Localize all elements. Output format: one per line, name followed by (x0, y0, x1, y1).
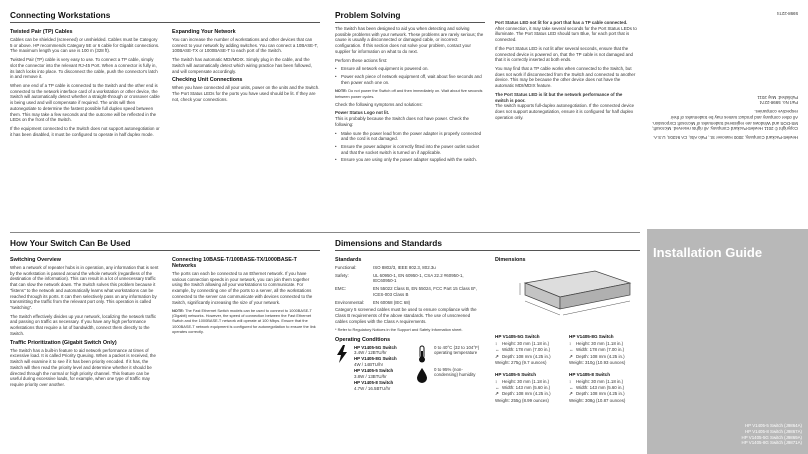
height-value: Height: 30 mm (1.18 in.) (502, 341, 550, 346)
paragraph: When one end of a TP cable is connected to the Switch and the other end is connected to the network interface card of a workstation or other device, the Switch will automatically detect whether a straight-through or crossover cable is being used and will compensate if required. The units will then autonegotiate to determine the fastest possible full duplex speed between them. This may take a few seconds and the outcome will be reflected in the LEDs on the front of the Switch. (10, 83, 160, 123)
weight-value: Weight: 255g (8.99 ounces) (495, 397, 549, 403)
height-value: Height: 30 mm (1.18 in.) (502, 378, 550, 384)
note-label: NOTE: (172, 308, 185, 314)
power-value: 4W / 14BTU/hr (354, 362, 384, 368)
width-arrow-icon: ↔ (569, 347, 574, 353)
list-item: • Make sure the power lead from the power adapter is properly connected and the cord is not damaged. (335, 131, 485, 142)
standard-row (335, 286, 483, 297)
standard-row (335, 300, 483, 306)
model-name: HP V1405-8 Switch (569, 371, 611, 377)
list-item: • Power each piece of network equipment off, wait about five seconds and then power each one on. (335, 74, 485, 85)
standard-label: Environmental: (335, 299, 365, 305)
model-name: HP V1405-8G Switch (569, 334, 614, 339)
footnote: * Refer to Regulatory Notices in the Support and Safety Information sheet. (335, 327, 463, 333)
symptom-title: The Port Status LED is lit but the network performance of the switch is poor. (495, 91, 623, 103)
temperature-row (415, 345, 483, 363)
standards-list (335, 265, 483, 305)
dimension-group (569, 372, 640, 405)
height-arrow-icon: ↕ (569, 341, 572, 346)
paragraph: Twisted Pair (TP) cable is very easy to use. To connect a TP cable, simply slot the connector into the relevant RJ-45 Port. When a connector is fully in, its latch locks into place. To disconnect the cable, push the connector's latch in and remove it. (10, 57, 158, 80)
dimensions-standards-section (335, 238, 640, 450)
standard-row (335, 273, 483, 284)
dimension-group (495, 334, 569, 367)
paragraph: When a network of repeater hubs is in operation, any information that is sent by the workstation is passed around the whole network (regardless of the destination of the information). This can result in a lot of unnecessary traffic that can slow the network down. The Switch solves this problem because it "listens" to the network and automatically learns what workstations can be reached through its ports. It can then selectively pass on any information by transmitting the traffic from the relevant port only. This operation is called "switching". (10, 265, 159, 311)
paragraph: If the Port Status LED is not lit after several seconds, ensure that the connected device is powered on, that the TP cable is not damaged and that it is correctly inserted at both ends. (495, 45, 633, 63)
model-name: HP V1405-8 Switch (354, 380, 394, 386)
model-item: HP V1405-8 Switch (J9867A) (744, 428, 802, 434)
paragraph: When you have connected all your units, power on the units and the Switch. The Port Status LEDs for the ports you have used should be lit. If they are not, check your connections. (172, 85, 320, 102)
standard-value: EN 60068 (IEC 68) (373, 299, 411, 305)
depth-arrow-icon: ↗ (569, 391, 573, 397)
paragraph: Check the following symptoms and solutions: (335, 101, 423, 107)
copyright: Copyright © 2011 Hewlett-Packard Company. All rights reserved. Microsoft, MS-DOS and Windows are registered trademarks of Microsoft Corporation. All other company and product names may be trademarks of their respective companies. (652, 109, 798, 132)
legal-info-rotated (650, 10, 798, 140)
depth-arrow-icon: ↗ (495, 391, 499, 397)
standard-label: EMC: (335, 286, 346, 292)
power-list (354, 345, 397, 393)
width-value: Width: 143 mm (5.60 in.) (576, 384, 625, 390)
depth-value: Depth: 108 mm (4.25 in.) (502, 391, 551, 397)
weight-value: Weight: 308g (10.87 ounces) (569, 397, 626, 403)
standard-row (335, 265, 483, 271)
subheading: Expanding Your Network (172, 29, 236, 35)
list-item: • Ensure you are using only the power adapter supplied with the switch. (335, 157, 485, 163)
fold-line (10, 232, 640, 233)
humidity-icon (415, 367, 429, 385)
width-arrow-icon: ↔ (569, 384, 574, 390)
list-item: • Ensure the power adapter is correctly fitted into the power outlet socket and that the socket switch is turned on if applicable. (335, 144, 485, 155)
power-value: 4.7W / 16.5BTU/hr (354, 386, 391, 392)
width-arrow-icon: ↔ (495, 347, 500, 353)
paragraph: This is probably because the Switch does not have power. Check the following: (335, 116, 469, 127)
weight-value: Weight: 310g (10.93 ounces) (569, 360, 626, 366)
subheading: Switching Overview (10, 257, 61, 263)
thermometer-icon (415, 345, 429, 363)
symptom-title: Port Status LED not lit for a port that has a TP cable connected. (495, 20, 628, 25)
part-number: Part No. 5998-2274 (759, 100, 798, 106)
height-value: Height: 30 mm (1.18 in.) (576, 341, 624, 346)
subheading: Twisted Pair (TP) Cables (10, 29, 73, 35)
model-name: HP V1405-5 Switch (495, 371, 537, 377)
bullet-list (335, 66, 485, 85)
paragraph: You may find that a TP cable works when connected to the Switch, but does not work if disconnected from the Switch and connected to another device. This may be because the other device does not have the automatic MDI/MDIX feature. (495, 66, 636, 89)
paragraph: Perform these actions first: (335, 57, 388, 63)
standard-label: Functional: (335, 265, 357, 270)
model-name: HP V1405-5 Switch (354, 368, 394, 374)
bullet-list (335, 131, 485, 164)
symptom-title: Power Status Logo not lit. (335, 110, 390, 116)
paragraph: If the equipment connected to the Switch does not support autonegotiation or it has been disabled, it must be configured to operate in half duplex mode. (10, 126, 160, 137)
standard-label: Safety: (335, 272, 349, 278)
subheading: Standards (335, 257, 362, 263)
model-name: HP V1405-5G Switch (495, 334, 540, 339)
model-item: HP V1405-8G Switch (J9871A) (741, 440, 802, 446)
width-value: Width: 143 mm (5.60 in.) (502, 384, 551, 390)
note-label: NOTE: (335, 88, 348, 94)
paragraph: The Switch has a built-in feature to aid network performance at times of excessive load. It is called Priority Queuing. When a packet is received, the Switch will examine it to see if it has been priority encoded. If it has, the Switch will then read the priority level and determine whether it should be directed through the normal or high priority channel. This feature can be useful during excessive loads, for example, when one type of traffic may require priority over another. (10, 347, 156, 387)
how-switch-used-section (10, 238, 320, 450)
depth-arrow-icon: ↗ (495, 353, 499, 359)
subheading: Connecting 10BASE-T/100BASE-TX/1000BASE-T Networks (172, 257, 297, 269)
dimension-group (495, 372, 569, 405)
power-value: 3.4W / 12BTU/hr (354, 350, 387, 356)
subheading: Dimensions (495, 257, 526, 263)
paragraph: The ports can each be connected to an Ethernet network. If you have various connection speeds in your network, you can join them together using the Switch allowing all your workstations to communicate. For example, by connecting one of the ports to a server, all the workstations connected to the server can communicate with devices connected to the Switch, significantly increasing the size of your network. (172, 271, 313, 305)
depth-value: Depth: 108 mm (4.25 in.) (502, 353, 551, 359)
depth-arrow-icon: ↗ (569, 353, 573, 359)
paragraph: Category 5 screened cables must be used to ensure compliance with the Class B requirements of the above standards. The use of unscreened cables complies with the Class A requirements. (335, 307, 477, 324)
height-value: Height: 30 mm (1.18 in.) (576, 378, 624, 384)
weight-value: Weight: 275g (9.7 ounces) (495, 360, 547, 366)
subheading: Checking Unit Connections (172, 77, 243, 84)
section-title: Connecting Workstations (10, 10, 320, 23)
model-item: HP V1405-5G Switch (J9869A) (741, 434, 802, 440)
height-arrow-icon: ↕ (495, 341, 498, 346)
power-value: 3.8W / 13BTU/hr (354, 374, 387, 380)
subheading: Traffic Prioritization (Gigabit Switch Only) (10, 339, 117, 346)
section-title: Problem Solving (335, 10, 485, 23)
switch-dimension-diagram (495, 265, 640, 325)
standard-value: ISO 8802/3, IEEE 802.3, 802.3u (373, 265, 436, 270)
model-name: HP V1405-5G Switch (354, 344, 397, 350)
width-value: Width: 178 mm (7.00 in.) (576, 347, 625, 353)
note (335, 88, 485, 98)
width-arrow-icon: ↔ (495, 384, 500, 390)
humidity-text: 0 to 95% (non-condensing) humidity (434, 366, 476, 378)
humidity-row (415, 367, 483, 385)
paragraph: After connection, it may take several seconds for the Port Status LEDs to illuminate. The Port Status LED should turn Blue, for each port that is connected. (495, 25, 637, 43)
model-item: HP V1405-5 Switch (J9864A) (744, 423, 802, 429)
note-text: Do not power the Switch off and then immediately on. Wait about five seconds between power cycles. (335, 88, 483, 99)
address: Hewlett-Packard Company, 3000 Hanover St., Palo Alto, CA 94304, U.S.A. (652, 135, 798, 140)
paragraph: The switch supports full-duplex autonegotiation. If the connected device does not support autonegotiation, ensure it is configured for half duplex operation only. (495, 103, 635, 120)
standard-value: UL 60950-1, EN 60950-1, CSA 22.2 #60950-1, IEC60950-1 (373, 272, 464, 284)
height-arrow-icon: ↕ (569, 378, 572, 384)
model-list (742, 423, 802, 446)
paragraph: The Switch has been designed to aid you when detecting and solving possible problems with your network. These problems are rarely serious; the cause is usually a disconnected or damaged cable, or incorrect configuration. If this section does not solve your problem, contact your supplier for information on what to do next. (335, 26, 484, 54)
standard-value: EN 55022 Class B, EN 55024, FCC Part 15 Class B*, ICES-003 Class B (373, 286, 477, 297)
note (172, 308, 320, 333)
model-name: HP V1405-8G Switch (354, 356, 397, 362)
depth-value: Depth: 108 mm (4.25 in.) (576, 391, 625, 397)
note-text: The Fast Ethernet Switch models can be used to connect to 1000BASE-T (Gigabit) networks. However, the speed of connection between the Fast Ethernet Switch and the 1000BASE-T network will operate at 100 Mbps. Ensure that the 1000BASE-T network equipment is configured for autonegotiation to ensure the link operates correctly. (172, 308, 316, 334)
temperature-text: 0 to 40°C (32 to 104°F) operating temperature (434, 344, 480, 356)
paragraph: Cables can be shielded (screened) or unshielded. Cables must be Category 5 or above. HP recommends Category 5E or 6 cable for Gigabit connections. The maximum length you can use is 100 m (328 ft). (10, 37, 160, 54)
guide-title: Installation Guide (653, 245, 763, 260)
power-row (335, 345, 415, 393)
depth-value: Depth: 108 mm (4.25 in.) (576, 353, 625, 359)
dimension-group (569, 334, 640, 367)
paragraph: You can increase the number of workstations and other devices that can connect to your network by adding switches. You can connect a 10BASE-T, 100BASE-TX or 1000BASE-T to each port of the Switch. (172, 37, 318, 54)
cover-panel (647, 229, 808, 454)
subheading: Operating Conditions (335, 336, 391, 343)
lightning-icon (335, 345, 349, 363)
paragraph: The Switch effectively divides up your network, localizing the network traffic and passing on traffic as necessary. If you have any high performance workstations that require a lot of bandwidth, connect them directly to the Switch. (10, 313, 157, 336)
published-date: Published: May 2011 (757, 94, 798, 100)
paragraph: The Switch has automatic MDI/MDIX. Simply plug in the cable, and the Switch will automatically detect which wiring practice has been followed, and will compensate accordingly. (172, 57, 312, 74)
section-title: Dimensions and Standards (335, 238, 640, 251)
document-code: 5998-2274 (777, 10, 798, 16)
problem-solving-section (335, 10, 640, 215)
width-value: Width: 178 mm (7.00 in.) (502, 347, 551, 353)
list-item: • Ensure all network equipment is powered on. (335, 66, 485, 72)
connecting-workstations-section (10, 10, 320, 215)
height-arrow-icon: ↕ (495, 378, 498, 384)
section-title: How Your Switch Can Be Used (10, 238, 320, 251)
